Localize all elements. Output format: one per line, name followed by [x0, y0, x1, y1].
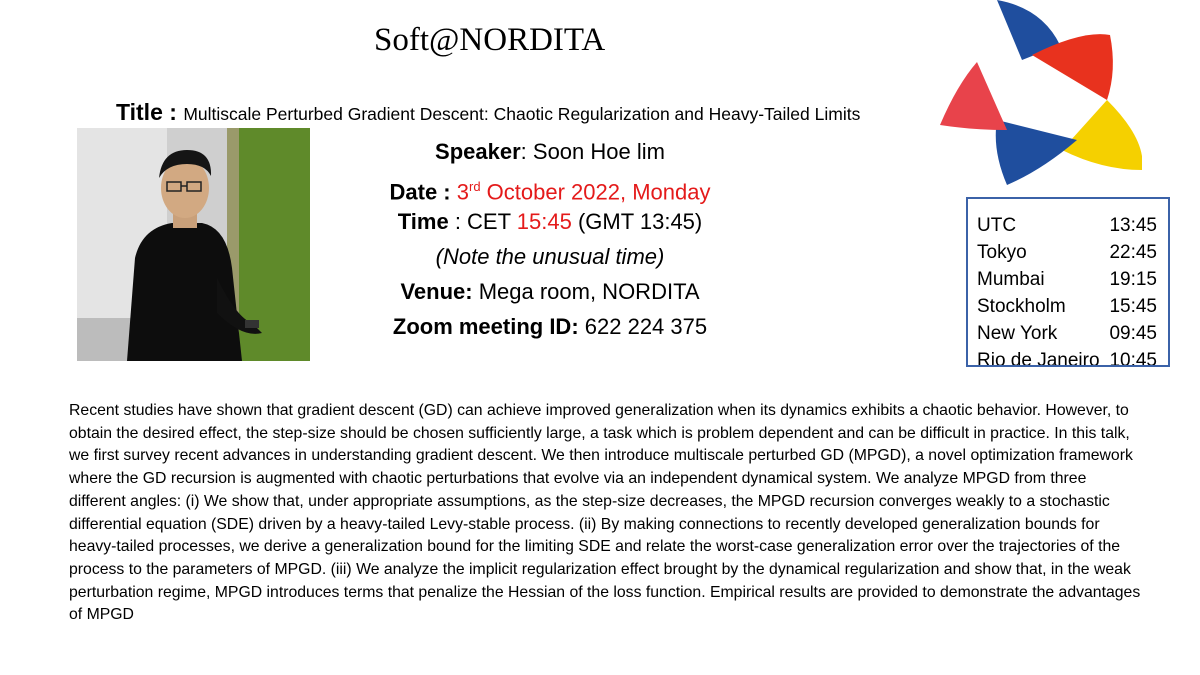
- timezone-row: [977, 239, 1167, 266]
- logo-pink-left: [940, 62, 1007, 130]
- timezone-time: 09:45: [1109, 323, 1157, 344]
- time-note: (Note the unusual time): [435, 244, 665, 269]
- nordita-star-logo: [932, 0, 1142, 190]
- zoom-id: 622 224 375: [578, 314, 708, 339]
- speaker-row: [300, 134, 800, 169]
- timezone-city: Rio de Janeiro: [977, 350, 1100, 367]
- zoom-label: Zoom meeting ID:: [392, 314, 579, 339]
- venue-label: Venue:: [400, 279, 473, 304]
- timezone-time: 19:15: [1109, 269, 1157, 290]
- timezone-city: Tokyo: [977, 242, 1027, 263]
- logo-yellow-bottom: [1062, 100, 1142, 170]
- timezone-time: 22:45: [1109, 242, 1157, 263]
- time-prefix: : CET: [448, 209, 517, 234]
- timezone-row: [977, 320, 1167, 347]
- date-label: Date: [389, 179, 438, 205]
- time-gmt: (GMT 13:45): [571, 209, 703, 234]
- timezone-row: [977, 266, 1167, 293]
- timezone-city: New York: [977, 323, 1058, 344]
- venue-row: [300, 274, 800, 309]
- title-label: Title: [116, 99, 163, 125]
- talk-details: [300, 134, 800, 344]
- timezone-row: [977, 347, 1167, 367]
- speaker-name: Soon Hoe lim: [532, 139, 665, 164]
- time-label: Time: [397, 209, 449, 234]
- title-separator: :: [162, 99, 184, 125]
- date-rest: October 2022, Monday: [480, 179, 711, 205]
- title-text: Multiscale Perturbed Gradient Descent: Chaotic Regularization and Heavy-Tailed Limits: [183, 104, 861, 124]
- timezone-row: [977, 212, 1167, 239]
- timezone-city: UTC: [977, 215, 1017, 236]
- timezone-time: 10:45: [1109, 350, 1157, 367]
- date-row: [300, 169, 800, 204]
- speaker-label: Speaker: [435, 139, 521, 164]
- abstract: Recent studies have shown that gradient descent (GD) can achieve improved generalization when its dynamics exhibits a chaotic behavior. However, to obtain the desired effect, the step-size should be chosen sufficiently large, a task which is problem dependent and can be difficult in practice. In this talk, we first survey recent advances in understanding gradient descent. We then introduce multiscale perturbed GD (MPGD), a novel optimization framework where the GD recursion is augmented with chaotic perturbations that evolve via an independent dynamical system. We analyze MPGD from three different angles: (i) We show that, under appropriate assumptions, as the step-size decreases, the MPGD recursion converges weakly to a stochastic differential equation (SDE) driven by a heavy-tailed Levy-stable process. (ii) By making connections to recently developed generalization bounds for heavy-tailed processes, we derive a generalization bound for the limiting SDE and relate the worst-case generalization error over the trajectories of the process to the parameters of MPGD. (iii) We analyze the implicit regularization effect brought by the dynamical regularization and show that, in the weak perturbation regime, MPGD introduces terms that penalize the Hessian of the loss function. Empirical results are provided to demonstrate the advantages of MPGD: [69, 402, 1141, 624]
- timezone-row: [977, 293, 1167, 320]
- timezone-box: [966, 197, 1170, 367]
- date-separator: :: [437, 179, 457, 205]
- timezone-time: 13:45: [1109, 215, 1157, 236]
- time-cet: 15:45: [516, 209, 572, 234]
- timezone-city: Stockholm: [977, 296, 1066, 317]
- date-ordinal: rd: [469, 179, 481, 194]
- timezone-city: Mumbai: [977, 269, 1045, 290]
- time-row: [300, 204, 800, 239]
- timezone-time: 15:45: [1109, 296, 1157, 317]
- series-title: Soft@NORDITA: [374, 22, 606, 58]
- logo-blue-bottom: [996, 120, 1077, 185]
- zoom-row: [300, 309, 800, 344]
- talk-title: [116, 99, 996, 126]
- venue-name: Mega room, NORDITA: [472, 279, 700, 304]
- speaker-separator: :: [520, 139, 533, 164]
- speaker-photo: [77, 128, 310, 361]
- date-day: 3: [456, 179, 469, 205]
